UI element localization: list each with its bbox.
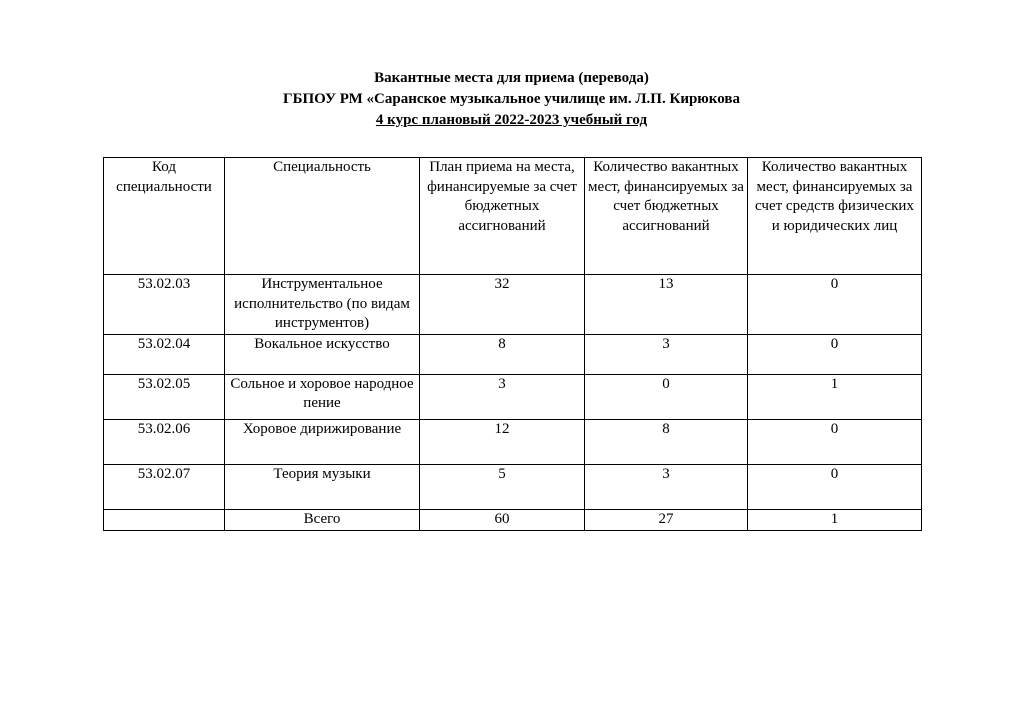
- table-total-row: [104, 509, 922, 530]
- cell-code: 53.02.03: [104, 275, 225, 335]
- cell-specialty: Инструментальное исполнительство (по видам инструментов): [225, 275, 420, 335]
- vacancies-table: [103, 157, 922, 531]
- cell-vacant-budget: 3: [585, 464, 748, 509]
- cell-plan: 12: [420, 419, 585, 464]
- table-row: [104, 419, 922, 464]
- cell-vacant-paid: 1: [748, 374, 922, 419]
- heading-institution: ГБПОУ РМ «Саранское музыкальное училище им. Л.П. Кирюкова: [283, 91, 740, 107]
- cell-total-label: Всего: [225, 509, 420, 530]
- cell-specialty: Теория музыки: [225, 464, 420, 509]
- cell-vacant-paid: 0: [748, 419, 922, 464]
- column-header-plan: План приема на места, финансируемые за счет бюджетных ассигнований: [420, 158, 585, 275]
- cell-vacant-budget: 0: [585, 374, 748, 419]
- cell-code: 53.02.06: [104, 419, 225, 464]
- cell-code: 53.02.04: [104, 334, 225, 374]
- cell-vacant-paid: 0: [748, 334, 922, 374]
- column-header-code: Код специальности: [104, 158, 225, 275]
- column-header-vacant-budget: Количество вакантных мест, финансируемых за счет бюджетных ассигнований: [585, 158, 748, 275]
- cell-plan: 32: [420, 275, 585, 335]
- cell-specialty: Хоровое дирижирование: [225, 419, 420, 464]
- cell-plan: 5: [420, 464, 585, 509]
- cell-total-plan: 60: [420, 509, 585, 530]
- column-header-specialty: Специальность: [225, 158, 420, 275]
- cell-plan: 3: [420, 374, 585, 419]
- table-row: [104, 374, 922, 419]
- cell-total-code: [104, 509, 225, 530]
- column-header-vacant-paid: Количество вакантных мест, финансируемых за счет средств физических и юридических лиц: [748, 158, 922, 275]
- cell-vacant-paid: 0: [748, 464, 922, 509]
- cell-vacant-budget: 3: [585, 334, 748, 374]
- table-row: [104, 464, 922, 509]
- cell-vacant-budget: 13: [585, 275, 748, 335]
- cell-total-vacant-budget: 27: [585, 509, 748, 530]
- cell-specialty: Вокальное искусство: [225, 334, 420, 374]
- heading-period: 4 курс плановый 2022-2023 учебный год: [375, 112, 648, 128]
- cell-vacant-budget: 8: [585, 419, 748, 464]
- table-header-row: [104, 158, 922, 275]
- cell-specialty: Сольное и хоровое народное пение: [225, 374, 420, 419]
- document-heading: [0, 68, 1023, 131]
- cell-code: 53.02.07: [104, 464, 225, 509]
- cell-total-vacant-paid: 1: [748, 509, 922, 530]
- cell-plan: 8: [420, 334, 585, 374]
- cell-code: 53.02.05: [104, 374, 225, 419]
- cell-vacant-paid: 0: [748, 275, 922, 335]
- table-row: [104, 334, 922, 374]
- table-row: [104, 275, 922, 335]
- heading-title: Вакантные места для приема (перевода): [374, 70, 649, 86]
